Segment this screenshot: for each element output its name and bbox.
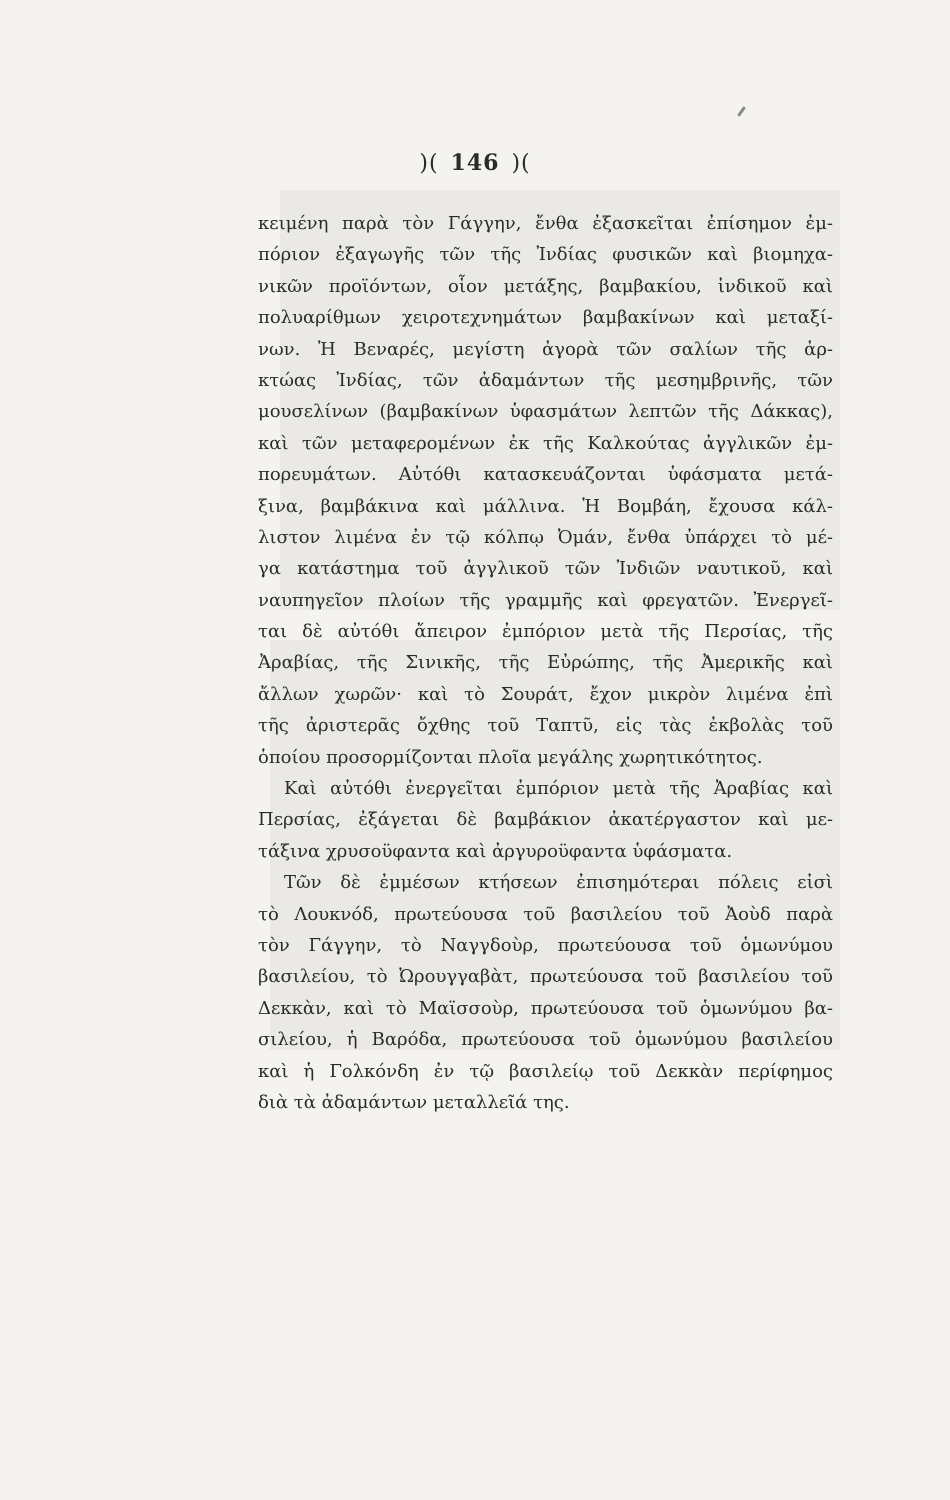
- text-line: τάξινα χρυσοϋφαντα καὶ ἀργυροϋφαντα ὑφάσματα.: [258, 840, 733, 862]
- text-line: κτώας Ἰνδίας, τῶν ἀδαμάντων τῆς μεσημβρινῆς, τῶν: [258, 369, 833, 391]
- header-left-mark: )(: [419, 151, 439, 176]
- text-line: διὰ τὰ ἀδαμάντων μεταλλεῖά της.: [258, 1091, 570, 1113]
- text-line: γα κατάστημα τοῦ ἀγγλικοῦ τῶν Ἰνδιῶν ναυτικοῦ, καὶ: [258, 558, 833, 580]
- header-right-mark: )(: [511, 151, 531, 176]
- text-line: πολυαρίθμων χειροτεχνημάτων βαμβακίνων καὶ μεταξί-: [258, 307, 833, 329]
- text-line: σιλείου, ἡ Βαρόδα, πρωτεύουσα τοῦ ὁμωνύμου βασιλείου: [258, 1029, 833, 1051]
- text-line: ξινα, βαμβάκινα καὶ μάλλινα. Ἡ Βομβάη, ἔχουσα κάλ-: [258, 495, 833, 517]
- text-line: μουσελίνων (βαμβακίνων ὑφασμάτων λεπτῶν τῆς Δάκκας),: [258, 401, 833, 423]
- ink-mark: [737, 106, 746, 117]
- text-line: τὸ Λουκνόδ, πρωτεύουσα τοῦ βασιλείου τοῦ Ἀοὺδ παρὰ: [258, 903, 833, 925]
- text-line: Καὶ αὐτόθι ἐνεργεῖται ἐμπόριον μετὰ τῆς Ἀραβίας καὶ: [284, 778, 833, 800]
- text-line: Τῶν δὲ ἐμμέσων κτήσεων ἐπισημότεραι πόλεις εἰσὶ: [284, 872, 833, 894]
- text-line: ναυπηγεῖον πλοίων τῆς γραμμῆς καὶ φρεγατῶν. Ἐνεργεῖ-: [258, 589, 833, 611]
- body-text: [258, 208, 833, 1118]
- text-line: Περσίας, ἐξάγεται δὲ βαμβάκιον ἀκατέργαστον καὶ με-: [258, 809, 833, 831]
- page-header: [0, 150, 950, 176]
- text-line: βασιλείου, τὸ Ὠρουγγαβὰτ, πρωτεύουσα τοῦ βασιλείου τοῦ: [258, 966, 833, 988]
- text-line: λιστον λιμένα ἐν τῷ κόλπῳ Ὀμάν, ἔνθα ὑπάρχει τὸ μέ-: [258, 526, 833, 548]
- text-line: νικῶν προϊόντων, οἷον μετάξης, βαμβακίου, ἰνδικοῦ καὶ: [258, 275, 833, 297]
- text-line: τὸν Γάγγην, τὸ Ναγγδοὺρ, πρωτεύουσα τοῦ ὁμωνύμου: [258, 934, 833, 956]
- text-line: Ἀραβίας, τῆς Σινικῆς, τῆς Εὐρώπης, τῆς Ἀμερικῆς καὶ: [258, 652, 833, 674]
- text-line: τῆς ἀριστερᾶς ὄχθης τοῦ Ταπτῦ, εἰς τὰς ἐκβολὰς τοῦ: [258, 715, 833, 737]
- page-number: 146: [450, 150, 500, 176]
- text-line: Δεκκὰν, καὶ τὸ Μαϊσσοὺρ, πρωτεύουσα τοῦ ὁμωνύμου βα-: [258, 997, 833, 1019]
- text-line: ἄλλων χωρῶν· καὶ τὸ Σουράτ, ἔχον μικρὸν λιμένα ἐπὶ: [258, 683, 833, 705]
- text-line: καὶ τῶν μεταφερομένων ἐκ τῆς Καλκούτας ἀγγλικῶν ἐμ-: [258, 432, 833, 454]
- text-line: ται δὲ αὐτόθι ἄπειρον ἐμπόριον μετὰ τῆς Περσίας, τῆς: [258, 621, 833, 643]
- text-line: πορευμάτων. Αὐτόθι κατασκευάζονται ὑφάσματα μετά-: [258, 464, 833, 486]
- text-line: ὁποίου προσορμίζονται πλοῖα μεγάλης χωρητικότητος.: [258, 746, 763, 768]
- text-line: νων. Ἡ Βεναρές, μεγίστη ἀγορὰ τῶν σαλίων τῆς ἀρ-: [258, 338, 833, 360]
- text-line: κειμένη παρὰ τὸν Γάγγην, ἔνθα ἐξασκεῖται ἐπίσημον ἐμ-: [258, 213, 833, 234]
- text-line: πόριον ἐξαγωγῆς τῶν τῆς Ἰνδίας φυσικῶν καὶ βιομηχα-: [258, 244, 833, 266]
- text-line: καὶ ἡ Γολκόνδη ἐν τῷ βασιλείῳ τοῦ Δεκκὰν περίφημος: [258, 1060, 833, 1082]
